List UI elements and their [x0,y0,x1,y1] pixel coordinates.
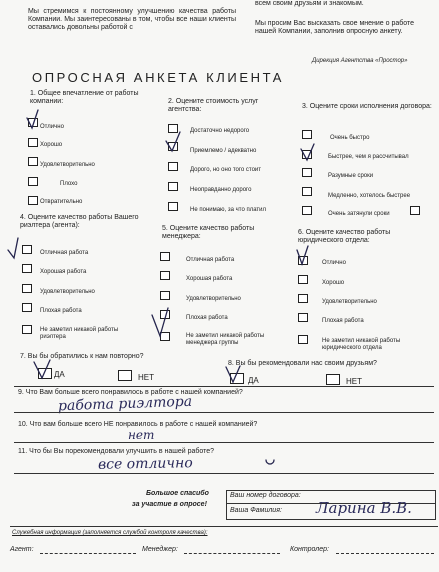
contract-number-label: Ваш номер договора: [230,492,301,499]
q4-option-excellent-label: Отличная работа [40,250,89,256]
q5-option-excellent-label: Отличная работа [186,257,235,263]
thanks-text-line1: Большое спасибо [146,490,209,497]
question-10-label: 10. Что вам больше всего НЕ понравилось в работе с нашей компанией? [18,421,258,428]
question-5-label: 5. Оцените качество работы менеджера: [162,225,255,240]
q3-option-reasonable-label: Разумные сроки [328,173,374,179]
q1-check-mark [27,110,38,128]
q2-option-overpriced-label: Неоправданно дорого [190,187,252,193]
q3-option-faster-label: Быстрее, чем я рассчитывал [328,154,409,160]
q9-handwritten-answer[interactable]: работа риэлтора [57,393,193,415]
q4-option-no-work-label: Не заметил никакой работы риэлтера [40,327,119,340]
q4-option-good-label: Хорошая работа [40,269,87,275]
q7-no-label: НЕТ [138,373,154,382]
question-2-label: 2. Оцените стоимость услуг агентства: [168,98,259,113]
q1-option-excellent-label: Отлично [40,124,64,130]
q2-option-cheap-label: Достаточно недорого [190,128,250,134]
q2-option-adequate-label: Приемлемо / адекватно [190,148,257,154]
controller-label: Контролер: [290,546,329,553]
q4-check-mark [8,238,18,258]
question-11-label: 11. Что бы Вы порекомендовали улучшить в нашей работе? [18,448,215,455]
director-signature: Дирекция Агентства «Простор» [312,58,408,64]
question-9-label: 9. Что Вам больше всего понравилось в работе с нашей компанией? [18,389,243,396]
intro-top-right-text: всем своим друзьям и знакомым. [255,0,364,7]
thanks-text-line2: за участие в опросе! [132,501,207,508]
q5-check-mark [152,308,168,336]
q6-option-satisfactory-label: Удовлетворительно [322,299,377,305]
manager-label: Менеджер: [142,546,178,553]
q2-option-dont-understand-label: Не понимаю, за что платил [190,207,267,213]
q6-option-no-work-label: Не заметил никакой работы юридического отдела [322,338,401,351]
surname-handwritten-value[interactable]: Ларина В.В. [316,499,412,517]
q2-check-mark [166,132,180,151]
question-4-label: 4. Оцените качество работы Вашего риэлтера (агента): [20,214,139,229]
q1-option-bad-label: Плохо [60,181,78,187]
q5-option-good-label: Хорошая работа [186,276,233,282]
q6-option-good-label: Хорошо [322,280,345,286]
question-8-label: 8. Вы бы рекомендовали нас своим друзьям? [228,360,377,367]
intro-left-text: Мы стремимся к постоянному улучшению качества работы Компании. Мы заинтересованы в том, чтобы все наши клиенты оставались довольны работой с [28,8,236,31]
q1-option-good-label: Хорошо [40,142,63,148]
q4-option-satisfactory-label: Удовлетворительно [40,289,95,295]
service-info-label: Служебная информация (заполняется службой контроля качества): [12,530,208,536]
q6-check-mark [297,246,308,264]
agent-label: Агент: [10,546,34,553]
q6-option-excellent-label: Отлично [322,260,346,266]
surname-label: Ваша Фамилия: [230,507,282,514]
q8-yes-label: ДА [248,376,259,385]
page-title: ОПРОСНАЯ АНКЕТА КЛИЕНТА [32,70,284,85]
q11-handwritten-answer[interactable]: все отлично [97,455,193,473]
q3-option-very-fast-label: Очень быстро [330,135,370,141]
q1-option-satisfactory-label: Удовлетворительно [40,162,95,168]
question-1-label: 1. Общее впечатление от работы компании: [30,90,139,105]
q11-smiley-mark [266,460,274,464]
question-6-label: 6. Оцените качество работы юридического отдела: [298,229,391,244]
q5-option-bad-label: Плохая работа [186,315,228,321]
question-3-label: 3. Оцените сроки исполнения договора: [302,103,432,110]
q3-option-very-slow-label: Очень затянули сроки [328,211,390,217]
q8-check-mark [226,366,240,382]
question-7-label: 7. Вы бы обратились к нам повторно? [20,353,144,360]
q2-option-expensive-worth-label: Дорого, но оно того стоит [190,167,262,173]
q5-option-satisfactory-label: Удовлетворительно [186,296,241,302]
q3-option-slow-label: Медленно, хотелось быстрее [328,193,411,199]
q1-option-awful-label: Отвратительно [40,199,83,205]
intro-right-text: Мы просим Вас высказать свое мнение о работе нашей Компании, заполнив опросную анкету. [255,20,415,35]
q5-option-no-work-label: Не заметил никакой работы менеджера группы [186,333,265,346]
q7-check-mark [34,360,50,378]
q3-check-mark [301,144,314,160]
q6-option-bad-label: Плохая работа [322,318,364,324]
q4-option-bad-label: Плохая работа [40,308,82,314]
q10-handwritten-answer[interactable]: нет [128,428,155,442]
q7-yes-label: ДА [54,370,65,379]
q8-no-label: НЕТ [346,377,362,386]
